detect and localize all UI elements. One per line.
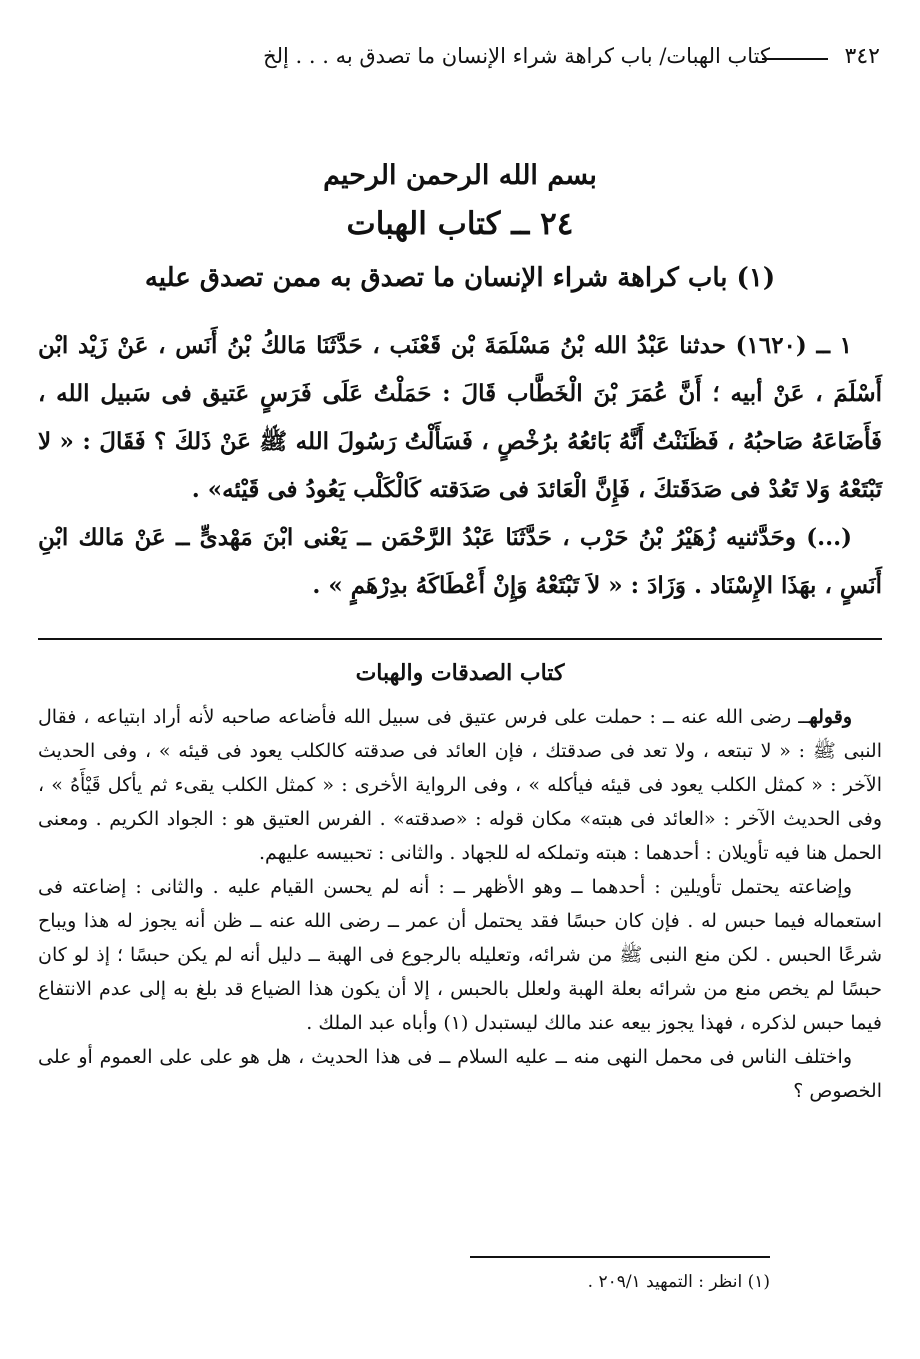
basmala: بسم الله الرحمن الرحيم bbox=[323, 160, 597, 191]
commentary-paragraph bbox=[38, 700, 882, 870]
commentary-text bbox=[38, 700, 882, 1108]
commentary-title: كتاب الصدقات والهبات bbox=[355, 660, 565, 686]
commentary-paragraph: وإضاعته يحتمل تأويلين : أحدهما ــ وهو الأظهر ــ : أنه لم يحسن القيام عليه . والثانى : إضاعته فى استعماله فيما حبس له . فإن كان حبسًا فقد يحتمل أن عمر ــ رضى الله عنه ــ ظن أنه يجوز له هذا ويباح شرعًا الحبس . لكن منع النبى ﷺ من شرائه، وتعليله بالرجوع فى الهبة ــ دليل أنه لم يكن حبسًا ؛ إذ لو كان حبسًا لم يخص منع من شرائه بعلة الهبة ولعلل بالحبس ، إلا أن يكون هذا الضياع قد بلغ به إلى عدم الانتفاع فيما حبس لذكره ، فهذا يجوز بيعه عند مالك ليستبدل (١) وأباه عبد الملك . bbox=[38, 876, 882, 1034]
running-title: كتاب الهبات/ باب كراهة شراء الإنسان ما تصدق به . . . إلخ bbox=[263, 44, 770, 68]
commentary-paragraph: واختلف الناس فى محمل النهى منه ــ عليه السلام ــ فى هذا الحديث ، هل هو على على العموم أو على الخصوص ؟ bbox=[38, 1046, 882, 1102]
section-divider bbox=[38, 638, 882, 640]
commentary-lead-word: وقوله bbox=[809, 706, 852, 728]
footnote-rule bbox=[470, 1256, 770, 1258]
chapter-title: (١) باب كراهة شراء الإنسان ما تصدق به ممن تصدق عليه bbox=[144, 263, 776, 293]
footnote: (١) انظر : التمهيد ٢٠٩/١ . bbox=[587, 1272, 770, 1292]
book-title: ٢٤ ــ كتاب الهبات bbox=[346, 206, 574, 242]
page-number: ٣٤٢ bbox=[844, 44, 880, 69]
hadith-paragraph: ١ ــ (١٦٢٠) حدثنا عَبْدُ الله بْنُ مَسْلَمَةَ بْن قَعْنَب ، حَدَّثَنَا مَالكُ بْنُ أَنَس ، عَنْ زَيْد ابْن أَسْلَمَ ، عَنْ أبيه ؛ أَنَّ عُمَرَ بْنَ الْخَطَّاب قَالَ : حَمَلْتُ عَلَى فَرَسٍ عَتيق فى سَبيل الله ، فَأَضَاعَهُ صَاحبُهُ ، فَظَنَنْتُ أَنَّهُ بَائعُهُ برُخْصٍ ، فَسَأَلْتُ رَسُولَ الله ﷺ عَنْ ذَلكَ ؟ فَقَالَ : « لا تَبْتَعْهُ وَلا تَعُدْ فى صَدَقَتكَ ، فَإِنَّ الْعَائدَ فى صَدَقته كَالْكَلْب يَعُودُ فى قَيْئه» . bbox=[38, 332, 882, 503]
hadith-paragraph: (...) وحَدَّثنيه زُهَيْرُ بْنُ حَرْب ، حَدَّثَنَا عَبْدُ الرَّحْمَن ــ يَعْنى ابْنَ مَهْدىٍّ ــ عَنْ مَالك ابْنِ أَنَسٍ ، بهَذَا الإِسْنَاد . وَزَادَ : « لاَ تَبْتَعْهُ وَإِنْ أَعْطَاكَهُ بدِرْهَمٍ » . bbox=[38, 524, 882, 599]
commentary-paragraph-body: ــ رضى الله عنه ــ : حملت على فرس عتيق فى سبيل الله فأضاعه صاحبه لأنه أراد ابتياعه ، فقال النبى ﷺ : « لا تبتعه ، ولا تعد فى صدقتك ، فإن العائد فى صدقته كالكلب يعود فى قيئه » ، وفى الحديث الآخر : « كمثل الكلب يعود فى قيئه فيأكله » ، وفى الرواية الأخرى : « كمثل الكلب يقىء ثم يأكل قَيْأَهُ » ، وفى الحديث الآخر : «العائد فى هبته» مكان قوله : «صدقته» . الفرس العتيق هو : الجواد الكريم . ومعنى الحمل هنا فيه تأويلان : أحدهما : هبته وتملكه له للجهاد . والثانى : تحبيسه عليهم. bbox=[38, 706, 882, 864]
header-rule bbox=[762, 58, 828, 60]
hadith-text bbox=[38, 322, 882, 610]
